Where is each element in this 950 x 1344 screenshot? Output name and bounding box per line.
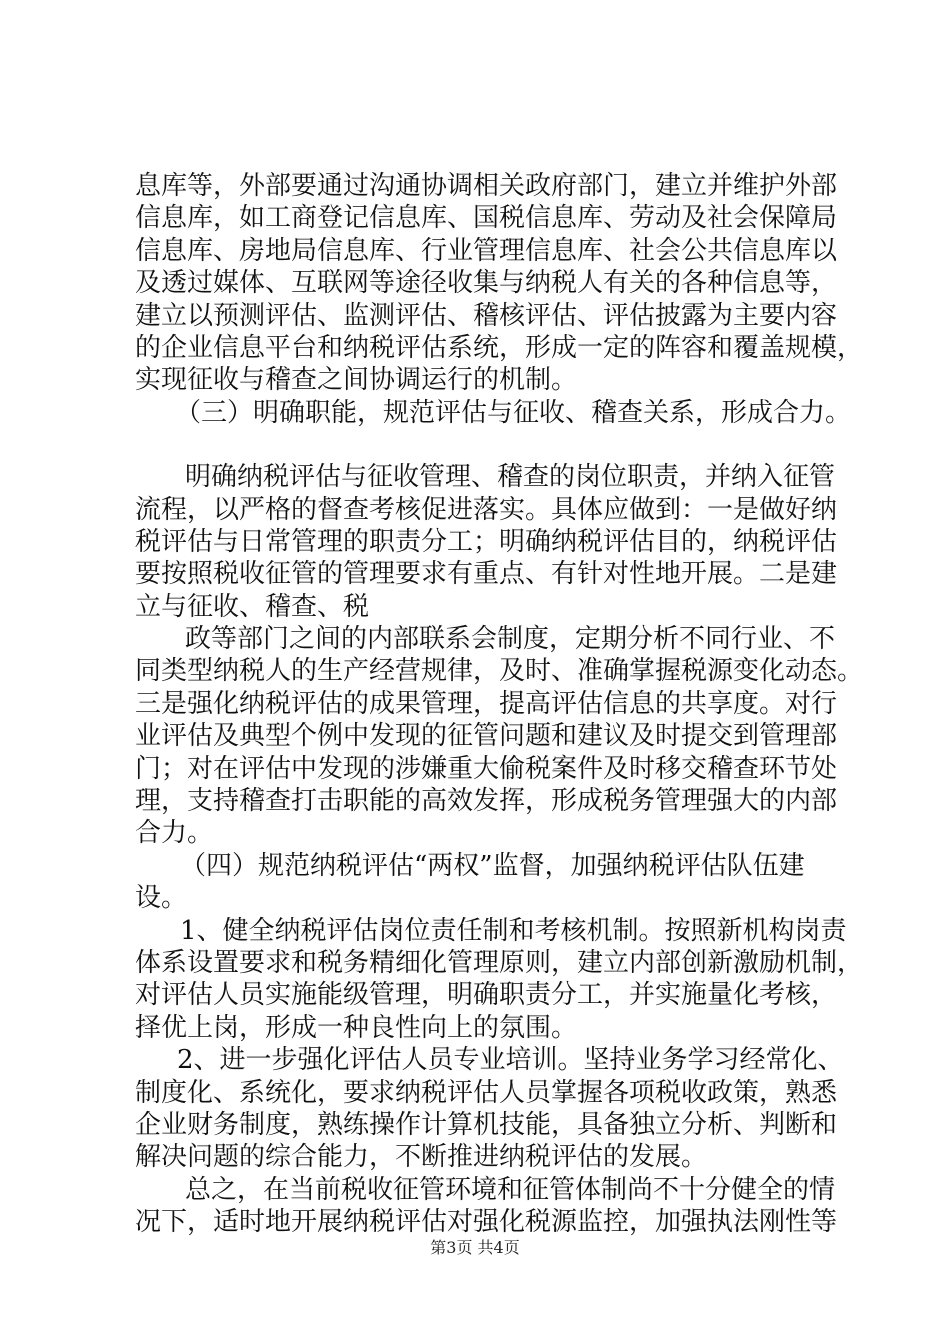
text-line: 体系设置要求和税务精细化管理原则，建立内部创新激励机制，: [135, 947, 864, 978]
text-line: 同类型纳税人的生产经营规律，及时、准确掌握税源变化动态。: [135, 656, 864, 687]
text-line: 实现征收与稽查之间协调运行的机制。: [135, 365, 578, 396]
text-line: 的企业信息平台和纳税评估系统，形成一定的阵容和覆盖规模，: [135, 332, 864, 363]
page-number-label: 第3页 共4页: [430, 1238, 520, 1257]
text-line: 流程，以严格的督查考核促进落实。具体应做到：一是做好纳: [135, 494, 838, 525]
text-line: 企业财务制度，熟练操作计算机技能，具备独立分析、判断和: [135, 1109, 838, 1140]
text-line: 门；对在评估中发现的涉嫌重大偷税案件及时移交稽查环节处: [135, 753, 838, 784]
text-line: 1、健全纳税评估岗位责任制和考核机制。按照新机构岗责: [180, 915, 847, 946]
text-line: 息库等，外部要通过沟通协调相关政府部门，建立并维护外部: [135, 171, 838, 201]
text-line: 2、进一步强化评估人员专业培训。坚持业务学习经常化、: [177, 1045, 844, 1076]
text-line: 信息库、房地局信息库、行业管理信息库、社会公共信息库以: [135, 235, 838, 266]
text-line: 业评估及典型个例中发现的征管问题和建议及时提交到管理部: [135, 721, 838, 752]
text-line: 税评估与日常管理的职责分工；明确纳税评估目的，纳税评估: [135, 526, 838, 557]
text-line: 合力。: [135, 818, 214, 849]
text-line: 择优上岗，形成一种良性向上的氛围。: [135, 1012, 578, 1043]
section-heading: （四）规范纳税评估“两权”监督，加强纳税评估队伍建: [180, 850, 805, 881]
section-heading: （三）明确职能，规范评估与征收、稽查关系，形成合力。: [175, 397, 852, 428]
text-line: 要按照税收征管的管理要求有重点、有针对性地开展。二是建: [135, 559, 838, 590]
text-line: 立与征收、稽查、税: [135, 591, 370, 622]
text-line: 总之，在当前税收征管环境和征管体制尚不十分健全的情: [185, 1174, 836, 1205]
text-line: 制度化、系统化，要求纳税评估人员掌握各项税收政策，熟悉: [135, 1077, 838, 1108]
text-line: 明确纳税评估与征收管理、稽查的岗位职责，并纳入征管: [185, 462, 836, 493]
paragraph-gap: [135, 429, 835, 461]
text-line: 对评估人员实施能级管理，明确职责分工，并实施量化考核，: [135, 980, 838, 1011]
text-line: 设。: [135, 883, 188, 914]
text-line: 三是强化纳税评估的成果管理，提高评估信息的共享度。对行: [135, 688, 838, 719]
page-footer: [0, 1238, 950, 1258]
text-line: 理，支持稽查打击职能的高效发挥，形成税务管理强大的内部: [135, 786, 838, 817]
text-line: 信息库，如工商登记信息库、国税信息库、劳动及社会保障局: [135, 203, 838, 234]
text-line: 政等部门之间的内部联系会制度，定期分析不同行业、不: [185, 624, 836, 655]
text-line: 建立以预测评估、监测评估、稽核评估、评估披露为主要内容: [135, 300, 838, 331]
text-line: 解决问题的综合能力，不断推进纳税评估的发展。: [135, 1142, 708, 1173]
text-line: 及透过媒体、互联网等途径收集与纳税人有关的各种信息等，: [135, 268, 838, 299]
text-line: 况下，适时地开展纳税评估对强化税源监控，加强执法刚性等: [135, 1207, 838, 1238]
document-body: [135, 170, 864, 1239]
